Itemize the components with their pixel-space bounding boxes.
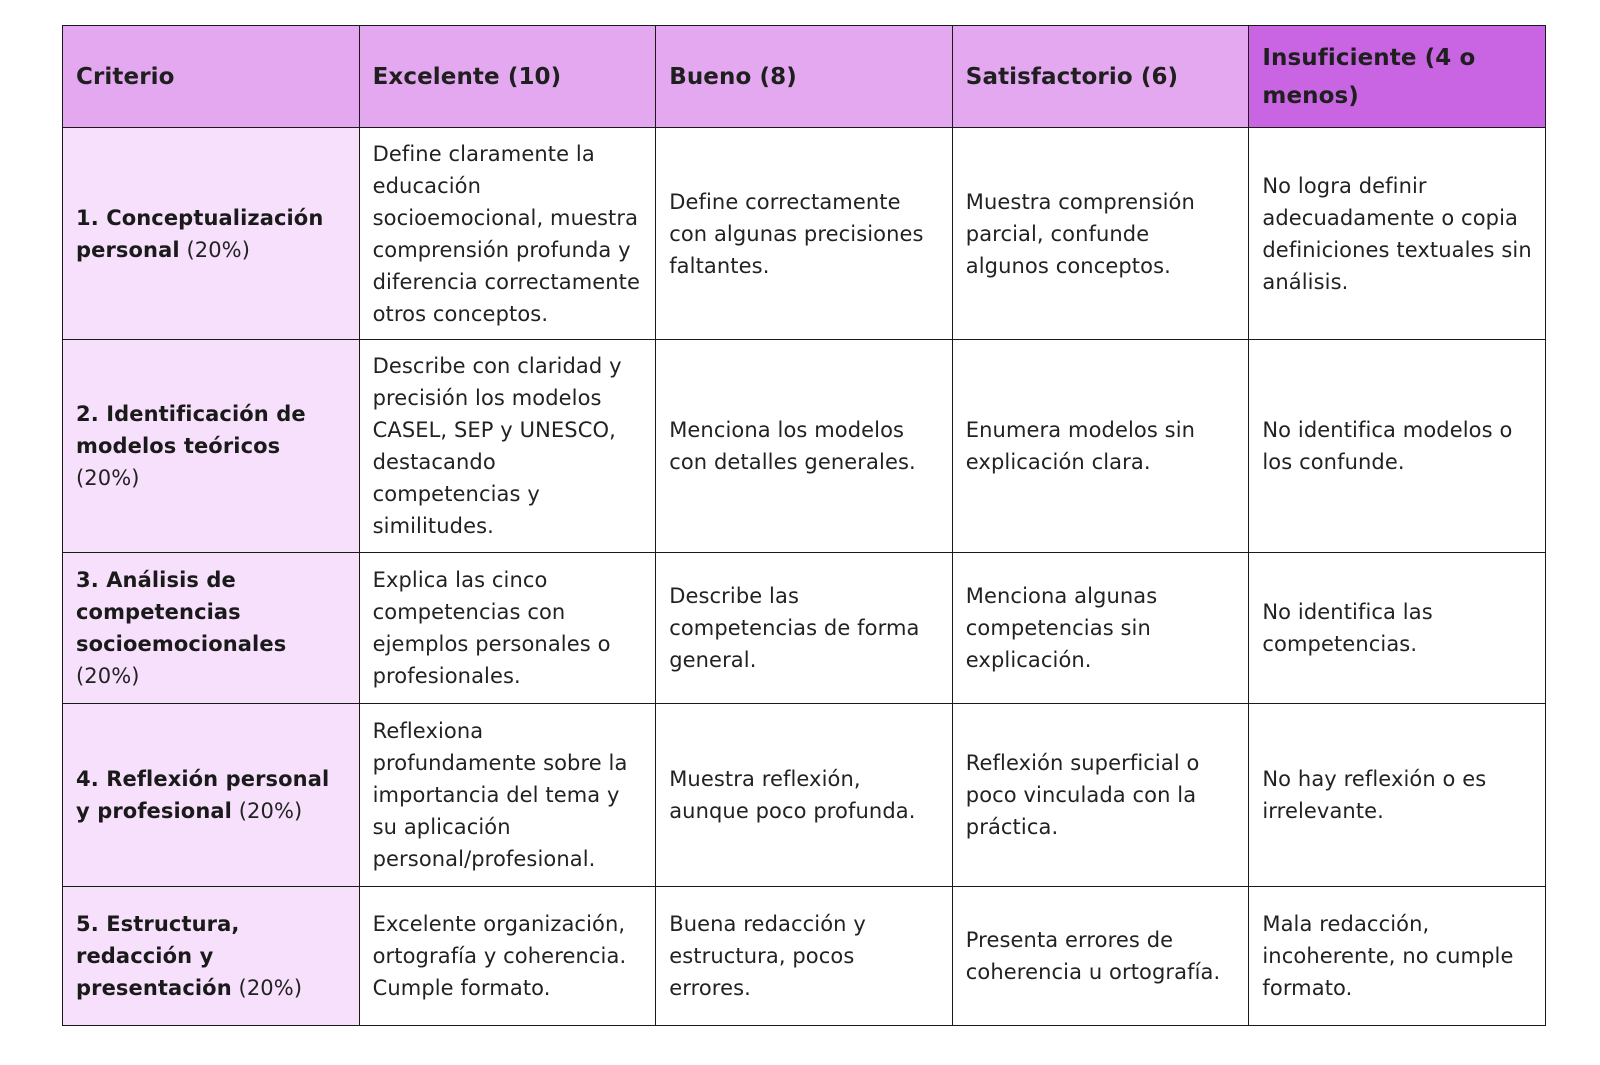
header-row bbox=[63, 26, 1546, 128]
cell-excelente: Describe con claridad y precisión los modelos CASEL, SEP y UNESCO, destacando competencias y similitudes. bbox=[359, 340, 656, 553]
cell-excelente: Define claramente la educación socioemocional, muestra comprensión profunda y diferencia correctamente otros conceptos. bbox=[359, 128, 656, 340]
criterion-name: 3. Análisis de competencias socioemocionales bbox=[76, 568, 287, 656]
criterion-weight: (20%) bbox=[76, 664, 140, 688]
criterion-name: 5. Estructura, redacción y presentación bbox=[76, 912, 240, 1000]
table-row bbox=[63, 340, 1546, 553]
cell-bueno: Describe las competencias de forma general. bbox=[656, 553, 953, 704]
criterion-name: 4. Reflexión personal y profesional bbox=[76, 767, 330, 823]
cell-bueno: Buena redacción y estructura, pocos errores. bbox=[656, 887, 953, 1026]
rubric-table bbox=[62, 25, 1546, 1026]
cell-bueno: Muestra reflexión, aunque poco profunda. bbox=[656, 704, 953, 887]
cell-excelente: Excelente organización, ortografía y coherencia. Cumple formato. bbox=[359, 887, 656, 1026]
criterion-cell bbox=[63, 887, 360, 1026]
cell-insuficiente: No logra definir adecuadamente o copia definiciones textuales sin análisis. bbox=[1249, 128, 1546, 340]
cell-satisfactorio: Enumera modelos sin explicación clara. bbox=[952, 340, 1249, 553]
table-row bbox=[63, 128, 1546, 340]
header-excelente: Excelente (10) bbox=[359, 26, 656, 128]
cell-satisfactorio: Menciona algunas competencias sin explicación. bbox=[952, 553, 1249, 704]
header-bueno: Bueno (8) bbox=[656, 26, 953, 128]
criterion-weight: (20%) bbox=[238, 976, 303, 1000]
criterion-cell bbox=[63, 704, 360, 887]
criterion-cell bbox=[63, 128, 360, 340]
table-row bbox=[63, 887, 1546, 1026]
cell-excelente: Explica las cinco competencias con ejemplos personales o profesionales. bbox=[359, 553, 656, 704]
table-row bbox=[63, 704, 1546, 887]
criterion-weight: (20%) bbox=[76, 466, 140, 490]
criterion-weight: (20%) bbox=[186, 237, 251, 262]
cell-bueno: Menciona los modelos con detalles generales. bbox=[656, 340, 953, 553]
header-satisfactorio: Satisfactorio (6) bbox=[952, 26, 1249, 128]
header-insuficiente: Insuficiente (4 o menos) bbox=[1249, 26, 1546, 128]
table-row bbox=[63, 553, 1546, 704]
cell-insuficiente: Mala redacción, incoherente, no cumple formato. bbox=[1249, 887, 1546, 1026]
criterion-cell bbox=[63, 340, 360, 553]
criterion-name: 1. Conceptualización personal bbox=[76, 205, 324, 262]
cell-bueno: Define correctamente con algunas precisiones faltantes. bbox=[656, 128, 953, 340]
cell-satisfactorio: Muestra comprensión parcial, confunde algunos conceptos. bbox=[952, 128, 1249, 340]
cell-insuficiente: No hay reflexión o es irrelevante. bbox=[1249, 704, 1546, 887]
criterion-name: 2. Identificación de modelos teóricos bbox=[76, 402, 306, 458]
cell-satisfactorio: Reflexión superficial o poco vinculada con la práctica. bbox=[952, 704, 1249, 887]
cell-excelente: Reflexiona profundamente sobre la importancia del tema y su aplicación personal/profesional. bbox=[359, 704, 656, 887]
criterion-cell bbox=[63, 553, 360, 704]
cell-insuficiente: No identifica las competencias. bbox=[1249, 553, 1546, 704]
cell-insuficiente: No identifica modelos o los confunde. bbox=[1249, 340, 1546, 553]
cell-satisfactorio: Presenta errores de coherencia u ortografía. bbox=[952, 887, 1249, 1026]
header-criterio: Criterio bbox=[63, 26, 360, 128]
criterion-weight: (20%) bbox=[238, 799, 303, 823]
